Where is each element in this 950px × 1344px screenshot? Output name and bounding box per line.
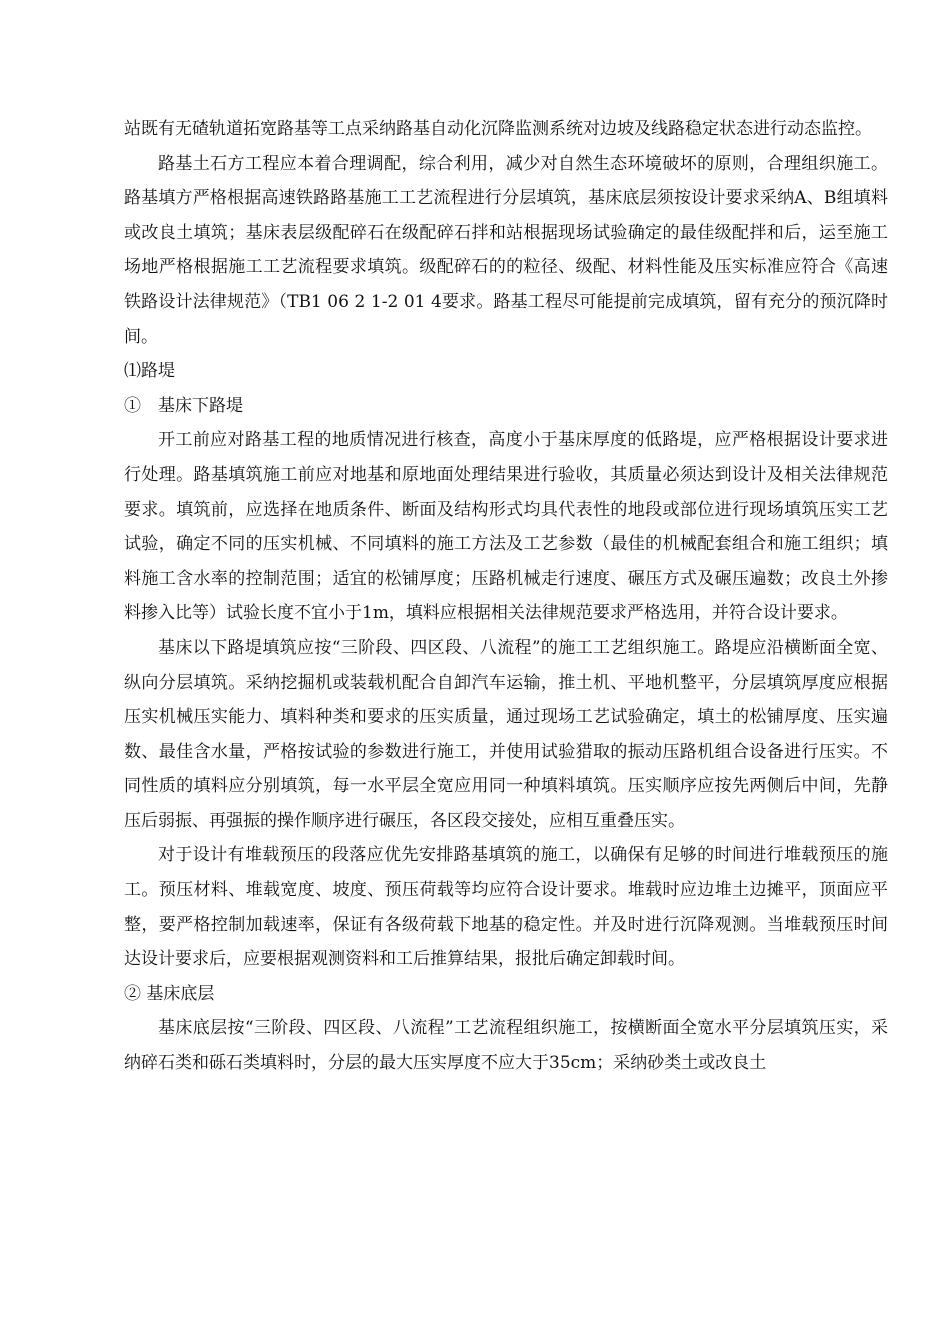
paragraph-continuation: 站既有无碴轨道拓宽路基等工点采纳路基自动化沉降监测系统对边坡及线路稳定状态进行动态监控。 — [124, 119, 872, 139]
paragraph-subgrade-bottom: 基床底层按“三阶段、四区段、八流程”工艺流程组织施工，按横断面全宽水平分层填筑压实，采纳碎石类和砾石类填料时，分层的最大压实厚度不应大于35cm；采纳砂类土或改良土 — [124, 1018, 888, 1074]
subsection-heading-lower-embankment: ① 基床下路堤 — [124, 395, 243, 416]
section-heading-embankment: ⑴路堤 — [124, 361, 175, 382]
subsection-heading-subgrade-bottom: ② 基床底层 — [124, 983, 215, 1004]
paragraph-preconstruction: 开工前应对路基工程的地质情况进行核查，高度小于基床厚度的低路堤，应严格根据设计要求进行处理。路基填筑施工前应对地基和原地面处理结果进行验收，其质量必须达到设计及相关法律规范要求。填筑前，应选择在地质条件、断面及结构形式均具代表性的地段或部位进行现场填筑压实工艺试验，确定不同的压实机械、不同填料的施工方法及工艺参数（最佳的机械配套组合和施工组织；填料施工含水率的控制范围；适宜的松铺厚度；压路机械走行速度、碾压方式及碾压遍数；改良土外掺料掺入比等）试验长度不宜小于1m，填料应根据相关法律规范要求严格选用，并符合设计要求。 — [124, 430, 888, 624]
paragraph-earthwork: 路基土石方工程应本着合理调配，综合利用，减少对自然生态环境破坏的原则，合理组织施工。路基填方严格根据高速铁路路基施工工艺流程进行分层填筑，基床底层须按设计要求采纳A、B组填料或改良土填筑；基床表层级配碎石在级配碎石拌和站根据现场试验确定的最佳级配拌和后，运至施工场地严格根据施工工艺流程要求填筑。级配碎石的的粒径、级配、材料性能及压实标准应符合《高速铁路设计法律规范》（TB1 06 2 1-2 01 4要求。路基工程尽可能提前完成填筑，留有充分的预沉降时间。 — [124, 153, 888, 347]
document-body — [124, 112, 888, 1081]
paragraph-embankment-filling: 基床以下路堤填筑应按“三阶段、四区段、八流程”的施工工艺组织施工。路堤应沿横断面全宽、纵向分层填筑。采纳挖掘机或装载机配合自卸汽车运输，推土机、平地机整平，分层填筑厚度应根据压实机械压实能力、填料种类和要求的压实质量，通过现场工艺试验确定，填土的松铺厚度、压实遍数、最佳含水量，严格按试验的参数进行施工，并使用试验猎取的振动压路机组合设备进行压实。不同性质的填料应分别填筑，每一水平层全宽应用同一种填料填筑。压实顺序应按先两侧后中间，先静压后弱振、再强振的操作顺序进行碾压，各区段交接处，应相互重叠压实。 — [124, 637, 888, 831]
paragraph-preloading: 对于设计有堆载预压的段落应优先安排路基填筑的施工，以确保有足够的时间进行堆载预压的施工。预压材料、堆载宽度、坡度、预压荷载等均应符合设计要求。堆载时应边堆土边摊平，顶面应平整，要严格控制加载速率，保证有各级荷载下地基的稳定性。并及时进行沉降观测。当堆载预压时间达设计要求后，应要根据观测资料和工后推算结果，报批后确定卸载时间。 — [124, 845, 888, 970]
